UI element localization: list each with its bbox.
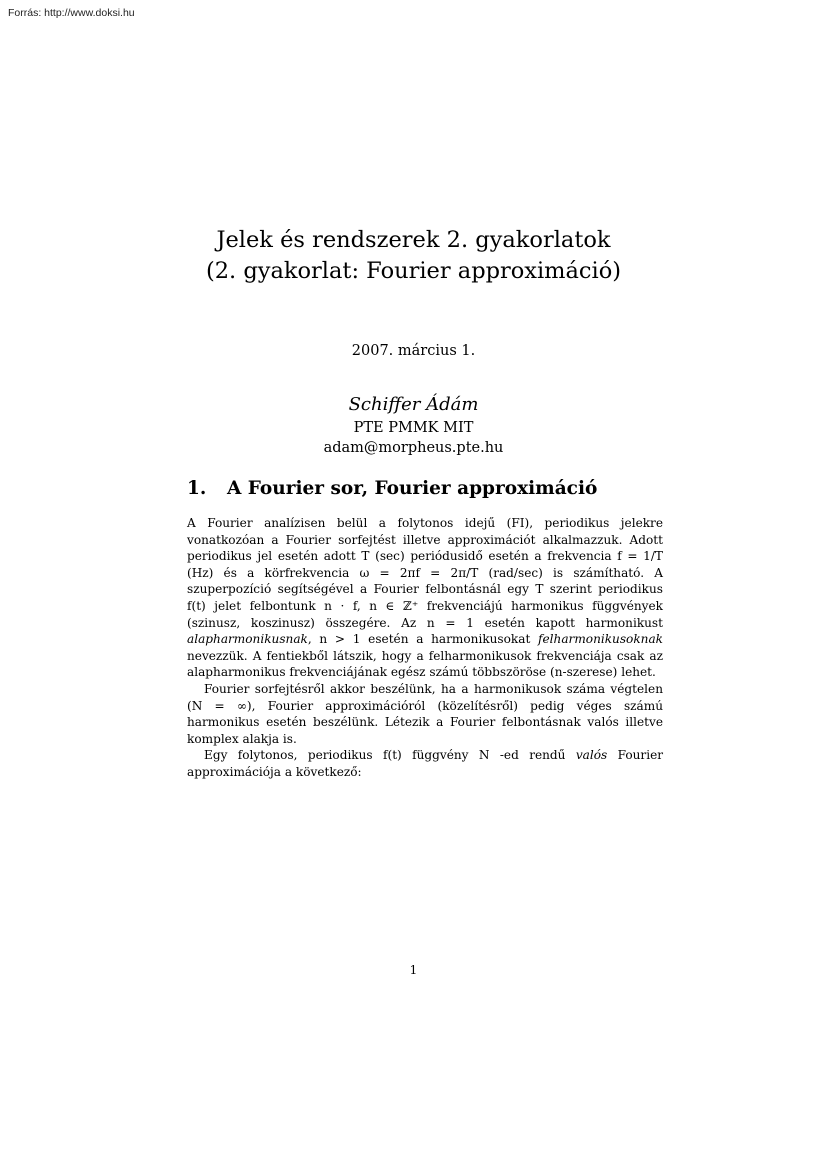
- term-valos: valós: [575, 748, 608, 763]
- body-text: [187, 515, 663, 781]
- author-name: Schiffer Ádám: [348, 394, 479, 415]
- section-heading: [187, 478, 597, 499]
- paragraph-3-part-b: Fourier approximációja a következő:: [187, 748, 664, 779]
- author-email: adam@morpheus.pte.hu: [323, 440, 504, 456]
- section-title: A Fourier sor, Fourier approximáció: [227, 478, 598, 499]
- document-title: [0, 225, 827, 287]
- paragraph-1-part-a: A Fourier analízisen belül a folytonos idejű (FI), periodikus jelekre vonatkozóan a Fourier sorfejtést illetve approximációt alkalmazzuk. Adott periodikus jel esetén adott T (sec) periódusidő esetén a frekvencia f = 1/T (Hz) és a körfrekvencia ω = 2πf = 2π/T (rad/sec) is számítható. A szuperpozíció segítségével a Fourier felbontásnál egy T szerint periodikus f(t) jelet felbontunk n · f, n ∈ ℤ⁺ frekvenciájú harmonikus függvények (szinusz, koszinusz) összegére. Az n = 1 esetén kapott harmonikust: [187, 516, 663, 630]
- paragraph-3-part-a: Egy folytonos, periodikus f(t) függvény N -ed rendű: [204, 748, 576, 763]
- paragraph-3: [187, 747, 663, 780]
- paragraph-1-part-b: , n > 1 esetén a harmonikusokat: [307, 632, 539, 647]
- term-alapharmonikus: alapharmonikusnak: [187, 632, 308, 647]
- paragraph-2: Fourier sorfejtésről akkor beszélünk, ha a harmonikusok száma végtelen (N = ∞), Fourier approximációról (közelítésről) pedig véges számú harmonikus esetén beszélünk. Létezik a Fourier felbontásnak valós illetve komplex alakja is.: [187, 681, 663, 746]
- section-number: 1.: [187, 478, 207, 499]
- paragraph-1: [187, 515, 663, 681]
- source-url: Forrás: http://www.doksi.hu: [8, 7, 135, 19]
- paragraph-1-part-c: nevezzük. A fentiekből látszik, hogy a felharmonikusok frekvenciája csak az alapharmonikus frekvenciájának egész számú többszöröse (n-szerese) lehet.: [187, 648, 663, 680]
- author-affiliation: PTE PMMK MIT: [353, 420, 474, 436]
- title-line-1: Jelek és rendszerek 2. gyakorlatok: [216, 227, 611, 253]
- title-line-2: (2. gyakorlat: Fourier approximáció): [205, 258, 622, 284]
- page-number: 1: [409, 963, 418, 977]
- author-block: [0, 392, 827, 458]
- term-felharmonikus: felharmonikusoknak: [538, 632, 663, 647]
- document-date: 2007. március 1.: [351, 343, 476, 359]
